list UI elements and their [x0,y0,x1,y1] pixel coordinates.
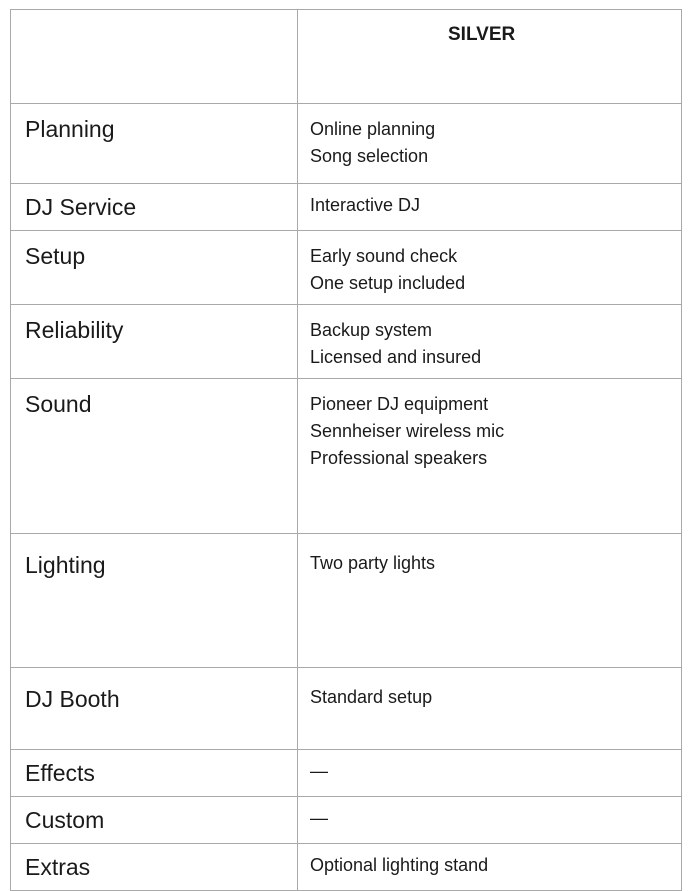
row-features [298,305,682,379]
header-category-cell [11,10,298,104]
feature-line: Early sound check [310,246,458,266]
feature-line: — [310,761,328,781]
feature-line: Interactive DJ [310,195,421,215]
feature-line: Online planning [310,119,436,139]
table-row [11,379,682,534]
row-category: Custom [11,797,298,844]
feature-line: Song selection [310,146,429,166]
row-category: Reliability [11,305,298,379]
feature-line: Licensed and insured [310,347,482,367]
feature-line: Sennheiser wireless mic [310,421,505,441]
row-features [298,231,682,305]
row-features [298,104,682,184]
feature-line: Pioneer DJ equipment [310,394,489,414]
row-category: Sound [11,379,298,534]
row-features [298,534,682,668]
row-category: Setup [11,231,298,305]
table-row [11,797,682,844]
table-row [11,184,682,231]
row-category: DJ Service [11,184,298,231]
row-category: Planning [11,104,298,184]
row-features [298,797,682,844]
feature-line: Standard setup [310,687,433,707]
feature-line: Professional speakers [310,448,488,468]
feature-line: Optional lighting stand [310,855,489,875]
row-category: DJ Booth [11,668,298,750]
row-features [298,379,682,534]
row-features [298,668,682,750]
row-features [298,750,682,797]
feature-line: — [310,808,328,828]
table-header-row [11,10,682,104]
row-category: Lighting [11,534,298,668]
table-row [11,104,682,184]
row-category: Extras [11,844,298,891]
table-row [11,844,682,891]
table-row [11,231,682,305]
table-row [11,750,682,797]
feature-line: One setup included [310,273,466,293]
feature-line: Two party lights [310,553,436,573]
table-row [11,305,682,379]
feature-line: Backup system [310,320,433,340]
header-plan-name: SILVER [298,10,682,104]
row-features [298,844,682,891]
package-comparison-table [10,9,682,891]
row-category: Effects [11,750,298,797]
table-row [11,534,682,668]
row-features [298,184,682,231]
table-row [11,668,682,750]
